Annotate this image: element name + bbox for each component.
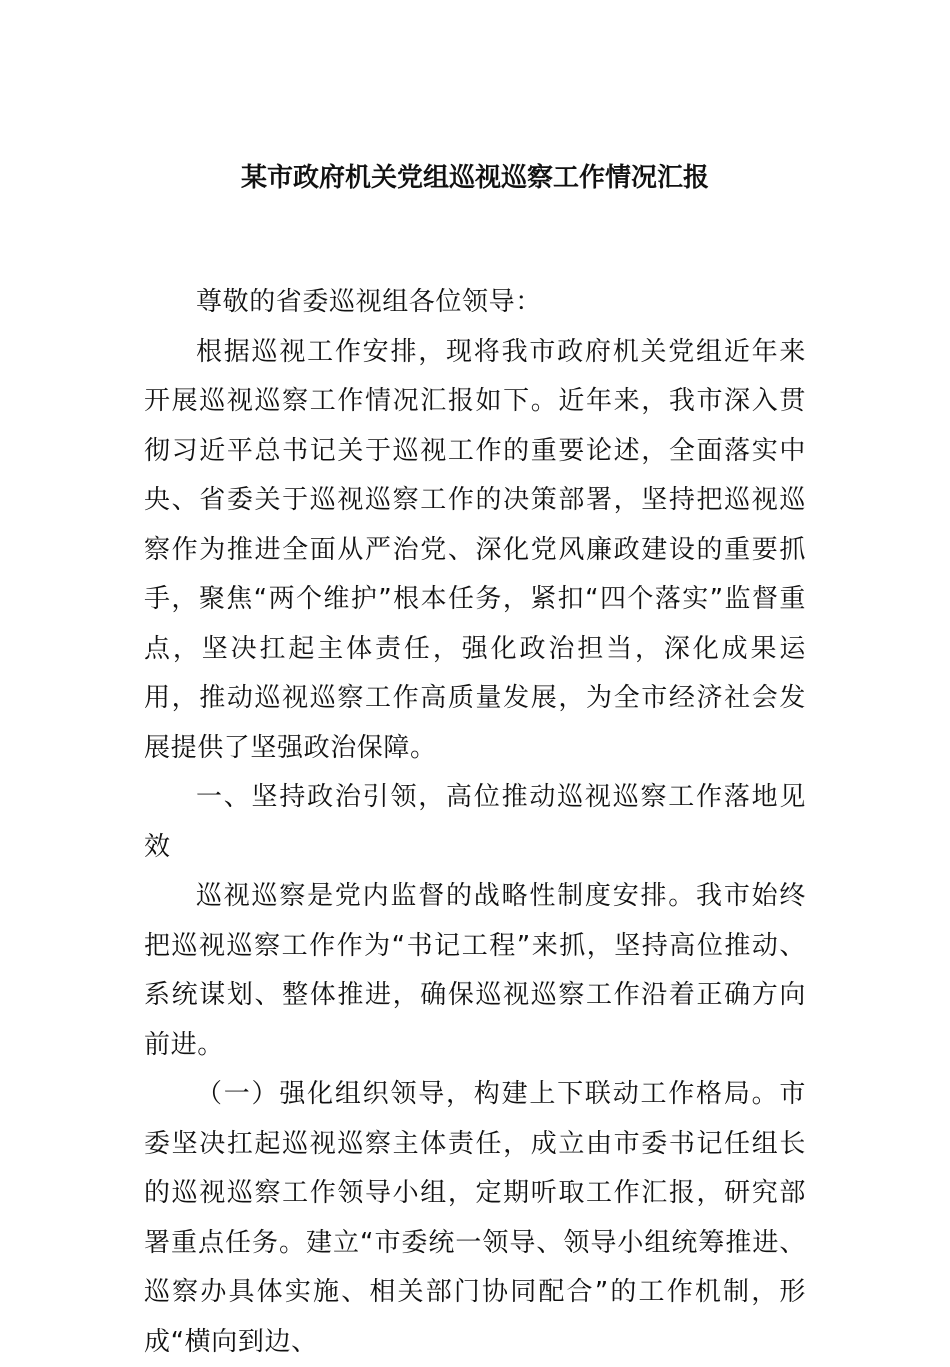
subsection-paragraph-1: （一）强化组织领导，构建上下联动工作格局。市委坚决扛起巡视巡察主体责任，成立由市委书记任组长的巡视巡察工作领导小组，定期听取工作汇报，研究部署重点任务。建立“市委统一领导、领导小组统筹推进、巡察办具体实施、相关部门协同配合”的工作机制，形成“横向到边、	[144, 1079, 806, 1357]
intro-paragraph: 根据巡视工作安排，现将我市政府机关党组近年来开展巡视巡察工作情况汇报如下。近年来，我市深入贯彻习近平总书记关于巡视工作的重要论述，全面落实中央、省委关于巡视巡察工作的决策部署，坚持把巡视巡察作为推进全面从严治党、深化党风廉政建设的重要抓手，聚焦“两个维护”根本任务，紧扣“四个落实”监督重点，坚决扛起主体责任，强化政治担当，深化成果运用，推动巡视巡察工作高质量发展，为全市经济社会发展提供了坚强政治保障。	[144, 336, 806, 763]
salutation-paragraph: 尊敬的省委巡视组各位领导：	[196, 287, 542, 317]
document-title: 某市政府机关党组巡视巡察工作情况汇报	[240, 163, 709, 193]
section-paragraph-1: 巡视巡察是党内监督的战略性制度安排。我市始终把巡视巡察工作作为“书记工程”来抓，坚持高位推动、系统谋划、整体推进，确保巡视巡察工作沿着正确方向前进。	[144, 881, 806, 1060]
document-body	[144, 278, 806, 1367]
section-heading-1: 一、坚持政治引领，高位推动巡视巡察工作落地见效	[144, 782, 806, 862]
